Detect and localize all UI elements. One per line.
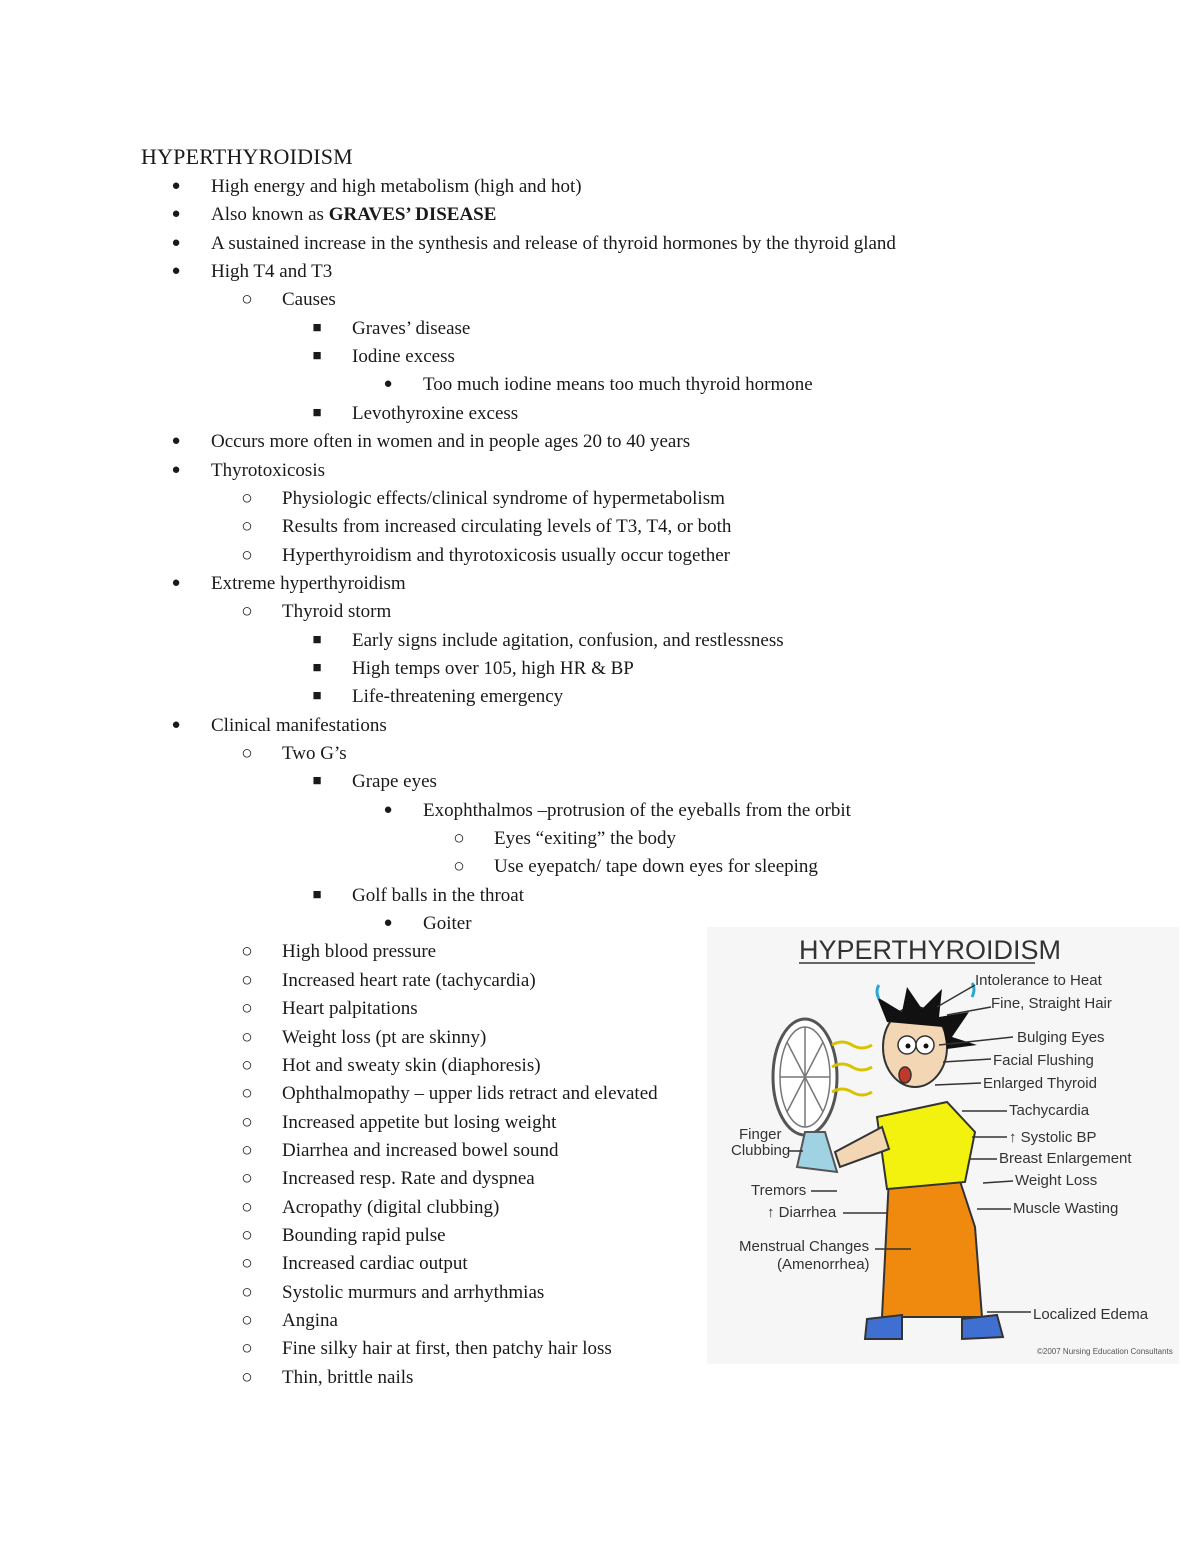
list-item-text	[352, 403, 518, 425]
list-item-text	[423, 374, 813, 396]
list-item-text	[282, 941, 436, 963]
label-fine-straight-hair: Fine, Straight Hair	[991, 995, 1112, 1012]
list-item-text	[282, 1225, 446, 1247]
list-item-text	[211, 261, 332, 283]
list-item-text-content: Levothyroxine excess	[352, 403, 519, 424]
list-item-text-content: Thyrotoxicosis	[211, 460, 325, 481]
bullet-marker-icon: ○	[453, 856, 465, 877]
bullet-marker-icon: ●	[171, 206, 181, 222]
list-item-text-content: Bounding rapid pulse	[282, 1225, 446, 1246]
label-localized-edema: Localized Edema	[1033, 1306, 1149, 1323]
list-item-text	[352, 686, 563, 708]
list-item-text-content: Grape eyes	[352, 771, 437, 792]
label-tachycardia: Tachycardia	[1009, 1102, 1090, 1119]
bullet-marker-icon: ○	[241, 1367, 253, 1388]
list-item-text-content: Clinical manifestations	[211, 715, 387, 736]
list-item-text-content: High energy and high metabolism (high and hot)	[211, 176, 582, 197]
list-item-text	[211, 715, 387, 737]
list-item-text-content: Golf balls in the throat	[352, 885, 525, 906]
list-item-text-content: Too much iodine means too much thyroid hormone	[423, 374, 813, 395]
list-item-text-content: Causes	[282, 289, 336, 310]
list-item-text-content: Acropathy (digital clubbing)	[282, 1197, 500, 1218]
bullet-marker-icon: ●	[171, 717, 181, 733]
list-item-text	[282, 1367, 413, 1389]
bullet-marker-icon: ○	[241, 1083, 253, 1104]
list-item-text-content: Occurs more often in women and in people ages 20 to 40 years	[211, 431, 691, 452]
list-item-text	[211, 460, 325, 482]
bullet-marker-icon: ●	[383, 915, 393, 931]
bullet-marker-icon: ●	[383, 802, 393, 818]
list-item-text	[282, 1310, 338, 1332]
bullet-marker-icon: ○	[241, 1027, 253, 1048]
list-item-text	[494, 828, 676, 850]
label-muscle-wasting: Muscle Wasting	[1013, 1200, 1119, 1217]
list-item-text-content: Thin, brittle nails	[282, 1367, 414, 1388]
bullet-marker-icon: ○	[241, 1338, 253, 1359]
list-item-text-content: Use eyepatch/ tape down eyes for sleeping	[494, 856, 818, 877]
list-item-text-content: Systolic murmurs and arrhythmias	[282, 1282, 545, 1303]
list-item-text-content: High T4 and T3	[211, 261, 333, 282]
list-item-text	[282, 1083, 658, 1105]
list-item-text-content: Extreme hyperthyroidism	[211, 573, 406, 594]
bullet-marker-icon: ■	[312, 688, 322, 704]
bullet-marker-icon: ○	[241, 488, 253, 509]
list-item-text-content: Diarrhea and increased bowel sound	[282, 1140, 559, 1161]
list-item-text-content: High temps over 105, high HR & BP	[352, 658, 634, 679]
bullet-marker-icon: ●	[171, 178, 181, 194]
bullet-marker-icon: ○	[241, 1310, 253, 1331]
list-item-text-content: Thyroid storm	[282, 601, 392, 622]
label-bulging-eyes: Bulging Eyes	[1017, 1029, 1105, 1046]
list-item-text	[282, 1253, 468, 1275]
list-item-text-content: Weight loss (pt are skinny)	[282, 1027, 487, 1048]
list-item-text	[352, 771, 437, 793]
list-item-text-content: High blood pressure	[282, 941, 437, 962]
bullet-marker-icon: ●	[171, 575, 181, 591]
list-item-text	[282, 1112, 556, 1134]
list-item-text	[211, 204, 496, 226]
list-item-text	[282, 601, 391, 623]
bullet-marker-icon: ○	[241, 1168, 253, 1189]
page-title: HYPERTHYROIDISM	[141, 144, 353, 169]
list-item-text-content: Graves’ disease	[352, 318, 471, 339]
list-item-text-content: Iodine excess	[352, 346, 455, 367]
list-item-text	[352, 885, 524, 907]
list-item-text-content: Increased cardiac output	[282, 1253, 468, 1274]
list-item-text-content: Also known as	[211, 204, 329, 225]
list-item-text	[282, 743, 347, 765]
label-facial-flushing: Facial Flushing	[993, 1052, 1094, 1069]
bullet-marker-icon: ●	[171, 433, 181, 449]
label-diarrhea: ↑ Diarrhea	[767, 1204, 837, 1221]
list-item-text-content: Life-threatening emergency	[352, 686, 564, 707]
list-item-text	[352, 630, 784, 652]
bullet-marker-icon: ○	[241, 970, 253, 991]
list-item-text-content: Exophthalmos –protrusion of the eyeballs from the orbit	[423, 800, 851, 821]
list-item-text	[282, 488, 725, 510]
list-item-text	[282, 998, 418, 1020]
bullet-marker-icon: ○	[241, 289, 253, 310]
person-drawing	[835, 983, 1003, 1339]
list-item-text-content: Early signs include agitation, confusion, and restlessness	[352, 630, 784, 651]
list-item-text	[211, 573, 406, 595]
bullet-marker-icon: ○	[241, 601, 253, 622]
label-clubbing: Clubbing	[731, 1142, 791, 1159]
list-item-bold-text: GRAVES’ DISEASE	[328, 204, 497, 225]
list-item-text-content: Physiologic effects/clinical syndrome of hypermetabolism	[282, 488, 725, 509]
bullet-marker-icon: ○	[241, 743, 253, 764]
list-item-text	[211, 233, 896, 255]
label-systolic-bp: ↑ Systolic BP	[1009, 1129, 1097, 1146]
bullet-marker-icon: ○	[241, 1197, 253, 1218]
bullet-marker-icon: ○	[241, 1140, 253, 1161]
label-breast-enlargement: Breast Enlargement	[999, 1150, 1132, 1167]
list-item-text	[282, 1027, 486, 1049]
illustration-svg	[707, 927, 1179, 1364]
bullet-marker-icon: ○	[241, 998, 253, 1019]
list-item-text-content: Results from increased circulating levels of T3, T4, or both	[282, 516, 732, 537]
bullet-marker-icon: ○	[453, 828, 465, 849]
list-item-text	[282, 289, 336, 311]
list-item-text	[282, 1282, 544, 1304]
figure-title: HYPERTHYROIDISM	[799, 935, 1062, 965]
list-item-text	[423, 800, 851, 822]
list-item-text	[282, 545, 730, 567]
list-item-text-content: Increased resp. Rate and dyspnea	[282, 1168, 535, 1189]
list-item-text-content: Goiter	[423, 913, 472, 934]
bullet-marker-icon: ■	[312, 660, 322, 676]
list-item-text	[352, 346, 455, 368]
list-item-text	[211, 431, 690, 453]
list-item-text-content: Fine silky hair at first, then patchy hair loss	[282, 1338, 612, 1359]
label-amenorrhea: (Amenorrhea)	[777, 1256, 870, 1273]
bullet-marker-icon: ○	[241, 1055, 253, 1076]
bullet-marker-icon: ■	[312, 405, 322, 421]
bullet-marker-icon: ■	[312, 320, 322, 336]
list-item-text-content: Ophthalmopathy – upper lids retract and elevated	[282, 1083, 658, 1104]
list-item-text	[282, 516, 731, 538]
bullet-marker-icon: ○	[241, 545, 253, 566]
bullet-marker-icon: ●	[171, 235, 181, 251]
label-menstrual-changes: Menstrual Changes	[739, 1238, 870, 1255]
bullet-marker-icon: ○	[241, 516, 253, 537]
list-item-text	[282, 1197, 499, 1219]
bullet-marker-icon: ○	[241, 1225, 253, 1246]
list-item-text-content: Increased heart rate (tachycardia)	[282, 970, 536, 991]
figure-credit: ©2007 Nursing Education Consultants	[1037, 1347, 1173, 1356]
list-item-text	[282, 1168, 535, 1190]
bullet-marker-icon: ○	[241, 1112, 253, 1133]
list-item-text	[352, 658, 634, 680]
list-item-text	[282, 1140, 558, 1162]
list-item-text-content: Angina	[282, 1310, 338, 1331]
bullet-marker-icon: ■	[312, 773, 322, 789]
bullet-marker-icon: ■	[312, 632, 322, 648]
list-item-text	[282, 970, 536, 992]
list-item-text	[211, 176, 582, 198]
label-intolerance-to-heat: Intolerance to Heat	[975, 972, 1102, 989]
hyperthyroidism-illustration	[707, 927, 1179, 1364]
list-item-text-content: Increased appetite but losing weight	[282, 1112, 557, 1133]
list-item-text	[282, 1338, 612, 1360]
label-enlarged-thyroid: Enlarged Thyroid	[983, 1075, 1097, 1092]
list-item-text-content: Heart palpitations	[282, 998, 418, 1019]
bullet-marker-icon: ■	[312, 348, 322, 364]
list-item-text	[352, 318, 470, 340]
list-item-text	[282, 1055, 541, 1077]
list-item-text-content: Two G’s	[282, 743, 347, 764]
bullet-marker-icon: ■	[312, 887, 322, 903]
list-item-text	[494, 856, 818, 878]
bullet-marker-icon: ○	[241, 941, 253, 962]
list-item-text-content: Hot and sweaty skin (diaphoresis)	[282, 1055, 541, 1076]
bullet-marker-icon: ○	[241, 1282, 253, 1303]
list-item-text-content: Hyperthyroidism and thyrotoxicosis usually occur together	[282, 545, 730, 566]
label-weight-loss: Weight Loss	[1015, 1172, 1098, 1189]
bullet-marker-icon: ●	[171, 462, 181, 478]
bullet-marker-icon: ●	[383, 376, 393, 392]
list-item-text	[423, 913, 472, 935]
bullet-marker-icon: ●	[171, 263, 181, 279]
bullet-marker-icon: ○	[241, 1253, 253, 1274]
list-item-text-content: A sustained increase in the synthesis and release of thyroid hormones by the thyroid gland	[211, 233, 896, 254]
label-finger: Finger	[739, 1126, 782, 1143]
list-item-text-content: Eyes “exiting” the body	[494, 828, 677, 849]
label-tremors: Tremors	[751, 1182, 807, 1199]
